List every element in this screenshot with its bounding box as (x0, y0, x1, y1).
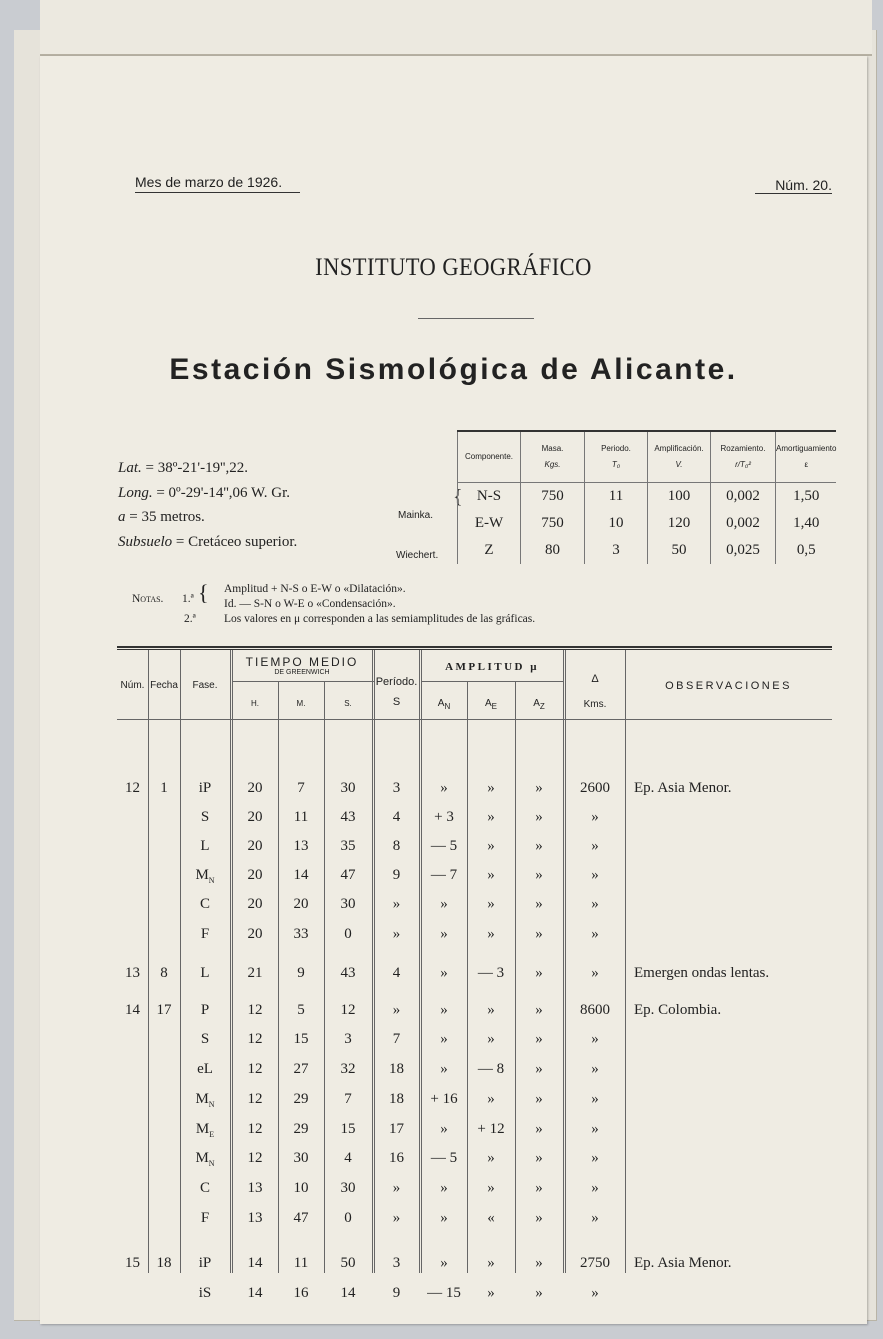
friction-cell: 0,002 (711, 510, 776, 537)
longitude: Long. = 0º-29'-14'',06 W. Gr. (118, 484, 291, 501)
s-cell: 50 (340, 1255, 356, 1271)
time-header: TIEMPO MEDIO (245, 655, 359, 669)
phase-cell: F (200, 1210, 210, 1226)
h-cell: 12 (247, 1150, 263, 1166)
phase-cell: iP (198, 1255, 212, 1271)
instrument-table (457, 430, 836, 564)
h-cell: 20 (247, 809, 263, 825)
m-cell: 47 (293, 1210, 309, 1226)
col-divider (148, 650, 149, 1273)
component-cell: N-S (458, 483, 521, 511)
az-cell: » (535, 1002, 543, 1018)
an-cell: — 5 (430, 1150, 458, 1166)
an-cell: » (440, 1002, 448, 1018)
observations-header: OBSERVACIONES (665, 680, 792, 692)
an-cell: — 5 (430, 838, 458, 854)
m-cell: 15 (293, 1031, 309, 1047)
ae-cell: — 8 (477, 1061, 505, 1077)
an-cell: » (440, 1180, 448, 1196)
mass-cell: 750 (521, 483, 585, 511)
s-cell: 15 (340, 1121, 356, 1137)
an-cell: — 7 (430, 867, 458, 883)
an-cell: » (440, 1031, 448, 1047)
date-cell: 18 (156, 1255, 172, 1271)
per-cell: 18 (389, 1091, 404, 1107)
delta-cell: » (591, 1091, 599, 1107)
ae-cell: » (487, 1180, 495, 1196)
period-header: Periodo. T₀ (585, 431, 648, 483)
num-cell: 13 (125, 965, 140, 981)
an-cell: » (440, 780, 448, 796)
phase-cell: eL (197, 1061, 213, 1077)
amplification-cell: 50 (648, 537, 711, 564)
per-cell: 9 (392, 1285, 401, 1301)
station-title: Estación Sismológica de Alicante. (169, 353, 738, 386)
num-cell: 12 (125, 780, 140, 796)
station-coordinates (118, 456, 297, 554)
mainka-brace: { (453, 486, 463, 508)
m-cell: 30 (293, 1150, 309, 1166)
notes-label: Notas. (132, 593, 164, 605)
s-cell: 12 (340, 1002, 356, 1018)
ae-cell: » (487, 1031, 495, 1047)
s-cell: 47 (340, 867, 356, 883)
phase-cell: $M_N$ (195, 1150, 215, 1168)
h-cell: 14 (247, 1285, 263, 1301)
phase-cell: iS (198, 1285, 212, 1301)
hours-header: H. (251, 699, 259, 708)
h-cell: 12 (247, 1002, 263, 1018)
delta-cell: » (591, 1180, 599, 1196)
delta-unit: Kms. (583, 699, 607, 710)
az-cell: » (535, 965, 543, 981)
period-cell: 11 (585, 483, 648, 511)
m-cell: 16 (293, 1285, 309, 1301)
latitude: Lat. = 38º-21'-19'',22. (118, 460, 248, 476)
m-cell: 10 (293, 1180, 309, 1196)
damping-header: Amortiguamiento ε (776, 431, 837, 483)
wiechert-label: Wiechert. (396, 550, 439, 561)
az-cell: » (535, 1061, 543, 1077)
phase-cell: S (200, 809, 210, 825)
h-cell: 20 (247, 838, 263, 854)
m-cell: 29 (293, 1121, 309, 1137)
h-cell: 12 (247, 1031, 263, 1047)
num-header: Núm. (120, 680, 145, 691)
per-cell: 4 (392, 809, 401, 825)
delta-cell: » (591, 965, 599, 981)
h-cell: 12 (247, 1091, 263, 1107)
az-cell: » (535, 867, 543, 883)
ae-cell: » (487, 1091, 495, 1107)
m-cell: 29 (293, 1091, 309, 1107)
amplitude-header: AMPLITUD μ (445, 661, 539, 673)
period-cell: 3 (585, 537, 648, 564)
per-cell: » (392, 1002, 401, 1018)
phase-cell: $M_E$ (195, 1121, 215, 1139)
m-cell: 33 (293, 926, 309, 942)
az-cell: » (535, 780, 543, 796)
ae-cell: » (487, 1150, 495, 1166)
component-cell: E-W (458, 510, 521, 537)
delta-cell: » (591, 896, 599, 912)
mass-header: Masa. Kgs. (521, 431, 585, 483)
an-header: $A_N$ (437, 698, 451, 711)
ae-cell: » (487, 1002, 495, 1018)
per-cell: 8 (392, 838, 401, 854)
m-cell: 11 (293, 809, 309, 825)
note-brace: { (198, 580, 209, 605)
date-cell: 8 (160, 965, 168, 981)
s-cell: 3 (344, 1031, 352, 1047)
per-cell: » (392, 926, 401, 942)
h-cell: 13 (247, 1210, 263, 1226)
delta-cell: 2600 (580, 780, 610, 796)
m-cell: 27 (293, 1061, 309, 1077)
amplification-cell: 100 (648, 483, 711, 511)
delta-cell: » (591, 1210, 599, 1226)
phase-cell: L (200, 965, 210, 981)
phase-cell: F (200, 926, 210, 942)
minutes-header: M. (296, 699, 306, 708)
col-divider (625, 650, 626, 1273)
col-divider (563, 650, 564, 1273)
an-cell: » (440, 965, 448, 981)
document-page (40, 56, 867, 1324)
an-cell: + 3 (434, 809, 454, 825)
instrument-row (458, 537, 837, 564)
ae-cell: + 12 (477, 1121, 505, 1137)
h-cell: 20 (247, 926, 263, 942)
previous-page-edge (40, 0, 872, 56)
az-cell: » (535, 1285, 543, 1301)
m-cell: 7 (297, 780, 305, 796)
delta-cell: 2750 (580, 1255, 610, 1271)
col-divider (419, 650, 420, 1273)
note-2-text: Los valores en μ corresponden a las semiamplitudes de las gráficas. (224, 613, 536, 625)
delta-cell: » (591, 1150, 599, 1166)
time-subheader: DE GREENWICH (274, 669, 330, 676)
damping-cell: 1,40 (776, 510, 837, 537)
ae-cell: » (487, 1255, 495, 1271)
s-cell: 43 (340, 809, 356, 825)
instrument-row (458, 510, 837, 537)
delta-cell: 8600 (580, 1002, 610, 1018)
per-cell: » (392, 1180, 401, 1196)
mass-cell: 750 (521, 510, 585, 537)
delta-header: Δ (591, 673, 599, 685)
az-cell: » (535, 926, 543, 942)
observation-cell: Ep. Colombia. (634, 1002, 722, 1018)
m-cell: 11 (293, 1255, 309, 1271)
per-cell: » (392, 896, 401, 912)
s-cell: 35 (340, 838, 356, 854)
az-cell: » (535, 896, 543, 912)
s-cell: 30 (340, 780, 356, 796)
issue-number: Núm. 20. (755, 177, 832, 194)
decorative-rule (418, 318, 534, 319)
period-header: Período. (375, 676, 418, 688)
per-cell: 16 (389, 1150, 404, 1166)
instrument-row (458, 483, 837, 511)
observation-cell: Ep. Asia Menor. (634, 1255, 732, 1271)
an-cell: » (440, 1121, 448, 1137)
table-top-rule-thin (117, 649, 832, 650)
ae-cell: » (487, 780, 495, 796)
col-divider (372, 650, 373, 1273)
delta-cell: » (591, 1061, 599, 1077)
date-cell: 17 (156, 1002, 172, 1018)
ae-cell: » (487, 926, 495, 942)
delta-cell: » (591, 1121, 599, 1137)
mainka-label: Mainka. (398, 510, 434, 521)
friction-cell: 0,025 (711, 537, 776, 564)
per-cell: 3 (392, 780, 401, 796)
altitude: a = 35 metros. (118, 509, 205, 525)
h-cell: 20 (247, 867, 263, 883)
damping-cell: 0,5 (776, 537, 837, 564)
phase-cell: $M_N$ (195, 1091, 215, 1109)
phase-cell: S (200, 1031, 210, 1047)
az-cell: » (535, 1150, 543, 1166)
phase-cell: iP (198, 780, 212, 796)
friction-cell: 0,002 (711, 483, 776, 511)
az-cell: » (535, 1180, 543, 1196)
per-cell: 3 (392, 1255, 401, 1271)
month-header: Mes de marzo de 1926. (135, 174, 300, 193)
an-cell: » (440, 1061, 448, 1077)
an-cell: » (440, 1210, 448, 1226)
h-cell: 12 (247, 1121, 263, 1137)
mass-cell: 80 (521, 537, 585, 564)
col-divider (230, 650, 231, 1273)
phase-cell: $M_N$ (195, 867, 215, 885)
subsoil: Subsuelo = Cretáceo superior. (118, 533, 298, 550)
phase-cell: P (200, 1002, 210, 1018)
m-cell: 5 (297, 1002, 305, 1018)
amplification-header: Amplificación. V. (648, 431, 711, 483)
an-cell: + 16 (430, 1091, 458, 1107)
an-cell: » (440, 1255, 448, 1271)
s-cell: 30 (340, 896, 356, 912)
note-1-line-1: Amplitud + N-S o E-W o «Dilatación». (224, 583, 406, 595)
an-cell: — 15 (427, 1285, 461, 1301)
per-cell: 4 (392, 965, 401, 981)
date-cell: 1 (160, 780, 168, 796)
an-cell: » (440, 926, 448, 942)
az-cell: » (535, 809, 543, 825)
delta-cell: » (591, 1285, 599, 1301)
s-cell: 0 (344, 926, 352, 942)
s-cell: 43 (340, 965, 356, 981)
note-1-number: 1.ª (182, 593, 194, 605)
phase-header: Fase. (192, 680, 218, 691)
ae-cell: » (487, 838, 495, 854)
ae-cell: « (487, 1210, 495, 1226)
az-cell: » (535, 1255, 543, 1271)
az-cell: » (535, 1031, 543, 1047)
delta-cell: » (591, 926, 599, 942)
seismic-records-table (117, 646, 832, 1301)
num-cell: 14 (125, 1002, 140, 1018)
m-cell: 20 (293, 896, 309, 912)
az-cell: » (535, 1091, 543, 1107)
phase-cell: L (200, 838, 210, 854)
ae-cell: » (487, 867, 495, 883)
component-cell: Z (458, 537, 521, 564)
delta-cell: » (591, 838, 599, 854)
az-cell: » (535, 1210, 543, 1226)
delta-cell: » (591, 1031, 599, 1047)
ae-cell: » (487, 1285, 495, 1301)
period-unit: S (392, 696, 401, 708)
s-cell: 0 (344, 1210, 352, 1226)
observation-cell: Emergen ondas lentas. (634, 965, 770, 981)
date-header: Fecha (150, 680, 178, 691)
observation-cell: Ep. Asia Menor. (634, 780, 732, 796)
ae-header: $A_E$ (484, 698, 497, 711)
phase-cell: C (199, 1180, 210, 1196)
time-header-rule (232, 681, 374, 682)
m-cell: 14 (293, 867, 309, 883)
h-cell: 12 (247, 1061, 263, 1077)
h-cell: 20 (247, 896, 263, 912)
institute-title: INSTITUTO GEOGRÁFICO (315, 254, 592, 281)
ae-cell: — 3 (477, 965, 505, 981)
period-cell: 10 (585, 510, 648, 537)
s-cell: 4 (344, 1150, 352, 1166)
per-cell: 7 (392, 1031, 401, 1047)
delta-cell: » (591, 809, 599, 825)
an-cell: » (440, 896, 448, 912)
per-cell: » (392, 1210, 401, 1226)
m-cell: 13 (293, 838, 309, 854)
ae-cell: » (487, 896, 495, 912)
h-cell: 21 (247, 965, 263, 981)
seconds-header: S. (344, 699, 352, 708)
phase-cell: C (199, 896, 210, 912)
delta-cell: » (591, 867, 599, 883)
friction-header: Rozamiento. r/T₀² (711, 431, 776, 483)
h-cell: 14 (247, 1255, 263, 1271)
az-cell: » (535, 1121, 543, 1137)
az-header: $A_Z$ (533, 698, 545, 711)
table-top-rule (117, 646, 832, 648)
header-bottom-rule (117, 719, 832, 720)
amplitude-header-rule (421, 681, 564, 682)
num-cell: 15 (125, 1255, 140, 1271)
per-cell: 18 (389, 1061, 404, 1077)
h-cell: 20 (247, 780, 263, 796)
note-1-line-2: Id. — S-N o W-E o «Condensación». (224, 598, 396, 610)
per-cell: 9 (392, 867, 401, 883)
s-cell: 30 (340, 1180, 356, 1196)
damping-cell: 1,50 (776, 483, 837, 511)
ae-cell: » (487, 809, 495, 825)
note-2-number: 2.ª (184, 613, 196, 625)
m-cell: 9 (297, 965, 305, 981)
az-cell: » (535, 838, 543, 854)
component-header: Componente. (458, 431, 521, 483)
amplification-cell: 120 (648, 510, 711, 537)
s-cell: 14 (340, 1285, 356, 1301)
s-cell: 32 (340, 1061, 356, 1077)
per-cell: 17 (389, 1121, 404, 1137)
s-cell: 7 (344, 1091, 352, 1107)
h-cell: 13 (247, 1180, 263, 1196)
